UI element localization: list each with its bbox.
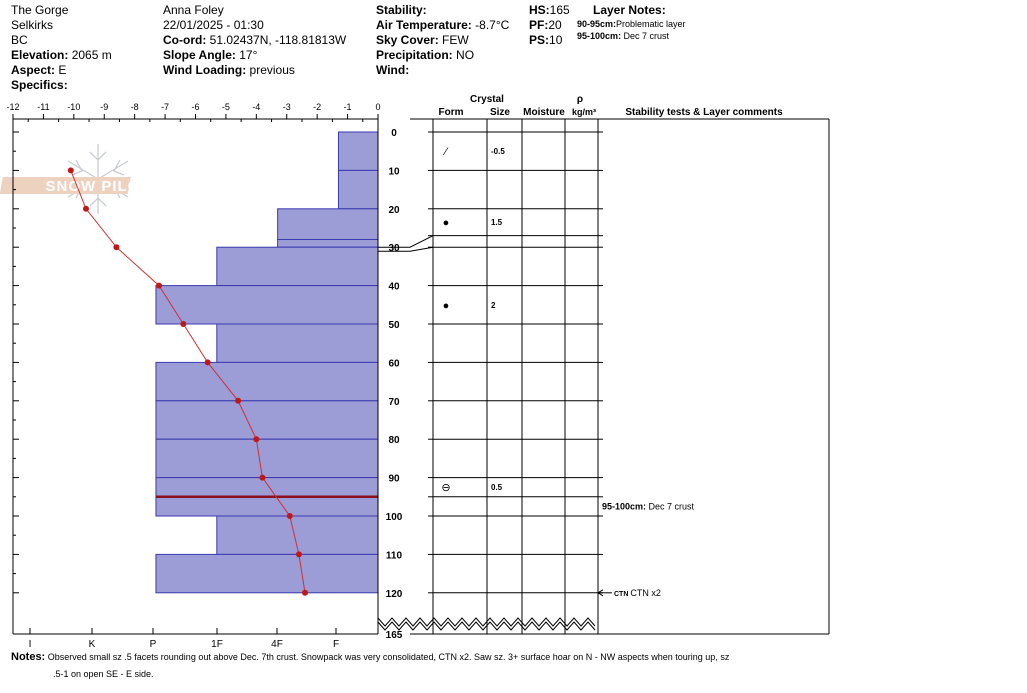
temperature-point bbox=[83, 206, 89, 212]
pf: PF:20 bbox=[529, 18, 562, 32]
depth-label: 0 bbox=[391, 128, 397, 139]
depth-label: 50 bbox=[388, 320, 400, 331]
depth-label: 30 bbox=[388, 243, 400, 255]
temp-tick-label: -4 bbox=[252, 102, 261, 112]
ps: PS:10 bbox=[529, 33, 563, 47]
datetime: 22/01/2025 - 01:30 bbox=[163, 18, 264, 32]
temperature-point bbox=[287, 513, 293, 519]
notes-line-2: .5-1 on open SE - E side. bbox=[53, 669, 154, 679]
temp-tick-label: -2 bbox=[313, 102, 322, 112]
temp-tick-label: -10 bbox=[67, 102, 81, 112]
elevation: Elevation: 2065 m bbox=[11, 48, 112, 62]
slope-angle: Slope Angle: 17° bbox=[163, 48, 258, 62]
air-temperature: Air Temperature: -8.7°C bbox=[376, 18, 510, 32]
hs: HS:165 bbox=[529, 3, 570, 17]
col-size: Size bbox=[489, 107, 511, 118]
depth-label: 10 bbox=[388, 166, 400, 178]
stability: Stability: bbox=[376, 3, 427, 17]
depth-label: 100 bbox=[385, 512, 403, 523]
temp-tick-label: -12 bbox=[6, 102, 20, 112]
grain-size: 1.5 bbox=[491, 218, 503, 228]
notes-label: Notes: bbox=[11, 651, 46, 663]
hardness-layer bbox=[156, 497, 378, 516]
hardness-layer bbox=[156, 362, 378, 400]
col-form: Form bbox=[438, 107, 464, 118]
depth-label: 60 bbox=[388, 358, 400, 370]
grain-size: 2 bbox=[491, 300, 496, 310]
notes bbox=[11, 649, 841, 683]
grain-form-symbol: ⁄ bbox=[445, 146, 447, 159]
temp-tick-label: -7 bbox=[161, 102, 170, 112]
temperature-point bbox=[180, 321, 186, 327]
hardness-layer bbox=[217, 247, 378, 285]
depth-label: 80 bbox=[388, 435, 400, 447]
layer-connector bbox=[378, 236, 433, 248]
grain-form-symbol: ● bbox=[442, 299, 450, 312]
col-comments: Stability tests & Layer comments bbox=[625, 107, 783, 118]
hardness-tick-label: 4F bbox=[271, 639, 283, 650]
depth-label: 20 bbox=[388, 204, 400, 216]
layer-notes-title: Layer Notes: bbox=[593, 3, 666, 17]
hardness-tick-label: K bbox=[88, 639, 96, 650]
sky-cover: Sky Cover: FEW bbox=[376, 33, 469, 47]
temperature-point bbox=[156, 283, 162, 289]
notes-line-1: Observed small sz .5 facets rounding out above Dec. 7th crust. Snowpack was very consolidated, CTN x2. Saw sz. 3+ surface hoar on N - NW aspects when touring up, sz bbox=[47, 652, 730, 662]
wind: Wind: bbox=[376, 63, 410, 77]
temp-tick-label: -8 bbox=[130, 102, 139, 112]
temp-tick-label: -1 bbox=[343, 102, 352, 112]
grain-size: -0.5 bbox=[491, 147, 505, 157]
col-crystal: Crystal bbox=[470, 94, 504, 105]
layer-note-2: 95-100cm: Dec 7 crust bbox=[577, 31, 670, 41]
temperature-point bbox=[253, 436, 259, 442]
hardness-layer bbox=[338, 132, 378, 170]
layer-connector bbox=[378, 247, 433, 251]
hardness-layer bbox=[278, 240, 378, 248]
hardness-layer bbox=[338, 170, 378, 208]
aspect: Aspect: E bbox=[11, 63, 67, 77]
temp-tick-label: 0 bbox=[375, 102, 381, 112]
grain-form-symbol: ⊖ bbox=[441, 482, 451, 495]
watermark-text: SNOW PILOT bbox=[45, 178, 151, 195]
grain-form-symbol: ● bbox=[442, 217, 450, 230]
temperature-point bbox=[302, 590, 308, 596]
temp-tick-label: -6 bbox=[191, 102, 200, 112]
temp-tick-label: -3 bbox=[282, 102, 291, 112]
comment-ctn: CTN CTN x2 bbox=[614, 587, 661, 598]
hardness-layer bbox=[278, 209, 378, 240]
temperature-point bbox=[296, 551, 302, 557]
depth-total-label: 165 bbox=[385, 630, 403, 641]
temperature-point bbox=[205, 359, 211, 365]
hardness-layer bbox=[156, 439, 378, 477]
layer-note-1: 90-95cm:Problematic layer bbox=[577, 19, 686, 29]
hardness-tick-label: P bbox=[149, 639, 157, 650]
hardness-layer bbox=[156, 286, 378, 324]
hardness-layer bbox=[156, 401, 378, 439]
temp-tick-label: -9 bbox=[100, 102, 109, 112]
temp-tick-label: -5 bbox=[221, 102, 230, 112]
temperature-point bbox=[113, 244, 119, 250]
col-rho: ρ bbox=[576, 94, 584, 105]
temperature-point bbox=[235, 398, 241, 404]
hardness-tick-label: F bbox=[332, 639, 340, 650]
hardness-tick-label: I bbox=[28, 639, 32, 650]
depth-label: 70 bbox=[388, 396, 400, 408]
location: The Gorge bbox=[11, 3, 69, 17]
hardness-layer bbox=[156, 478, 378, 497]
range: Selkirks bbox=[11, 18, 54, 32]
hardness-tick-label: 1F bbox=[211, 639, 223, 650]
temperature-point bbox=[259, 475, 265, 481]
hardness-layer bbox=[217, 324, 378, 362]
temp-tick-label: -11 bbox=[37, 102, 50, 112]
col-density-unit: kg/m³ bbox=[571, 107, 597, 117]
grain-size: 0.5 bbox=[491, 483, 503, 493]
precipitation: Precipitation: NO bbox=[376, 48, 475, 62]
comment-dec7-crust: 95-100cm: Dec 7 crust bbox=[602, 501, 695, 512]
province: BC bbox=[11, 33, 28, 47]
depth-label: 110 bbox=[385, 550, 403, 562]
observer: Anna Foley bbox=[163, 3, 224, 17]
col-moisture: Moisture bbox=[523, 107, 565, 118]
coordinates: Co-ord: 51.02437N, -118.81813W bbox=[163, 33, 347, 47]
depth-label: 120 bbox=[385, 588, 403, 600]
specifics: Specifics: bbox=[11, 78, 68, 92]
snowpilot-watermark bbox=[0, 144, 150, 214]
depth-label: 40 bbox=[388, 281, 400, 293]
wind-loading: Wind Loading: previous bbox=[163, 63, 295, 77]
temperature-point bbox=[68, 167, 74, 173]
hardness-layer bbox=[156, 554, 378, 592]
depth-label: 90 bbox=[388, 473, 400, 485]
